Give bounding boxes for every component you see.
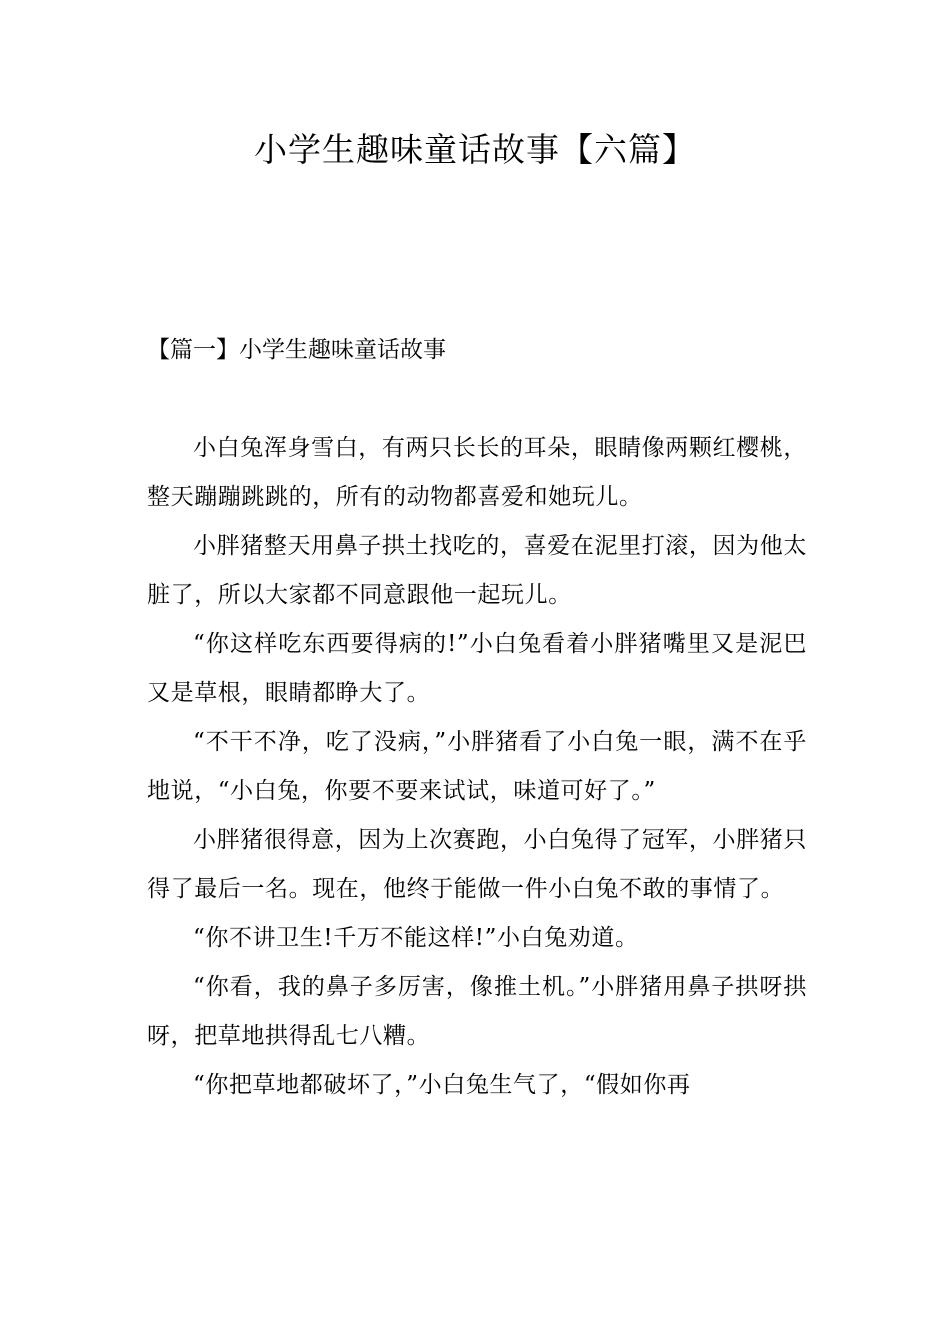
story-body bbox=[147, 424, 807, 1110]
paragraph-1: 小白兔浑身雪白，有两只长长的耳朵，眼睛像两颗红樱桃，整天蹦蹦跳跳的，所有的动物都喜爱和她玩儿。 bbox=[147, 435, 807, 510]
paragraph-2: 小胖猪整天用鼻子拱土找吃的，喜爱在泥里打滚，因为他太脏了，所以大家都不同意跟他一起玩儿。 bbox=[147, 533, 807, 608]
document-title: 小学生趣味童话故事【六篇】 bbox=[254, 130, 696, 169]
paragraph-5: 小胖猪很得意，因为上次赛跑，小白兔得了冠军，小胖猪只得了最后一名。现在，他终于能做一件小白兔不敢的事情了。 bbox=[147, 827, 807, 902]
paragraph-8: “你把草地都破坏了，”小白兔生气了，“假如你再 bbox=[193, 1072, 691, 1098]
paragraph-3: “你这样吃东西要得病的!”小白兔看着小胖猪嘴里又是泥巴又是草根，眼睛都睁大了。 bbox=[147, 631, 807, 706]
paragraph-7: “你看，我的鼻子多厉害，像推土机。”小胖猪用鼻子拱呀拱呀，把草地拱得乱七八糟。 bbox=[147, 974, 807, 1049]
section-heading: 【篇一】小学生趣味童话故事 bbox=[147, 337, 446, 363]
paragraph-6: “你不讲卫生!千万不能这样!”小白兔劝道。 bbox=[193, 925, 639, 951]
paragraph-4: “不干不净，吃了没病，”小胖猪看了小白兔一眼，满不在乎地说，“小白兔，你要不要来试试，味道可好了。” bbox=[147, 729, 807, 804]
